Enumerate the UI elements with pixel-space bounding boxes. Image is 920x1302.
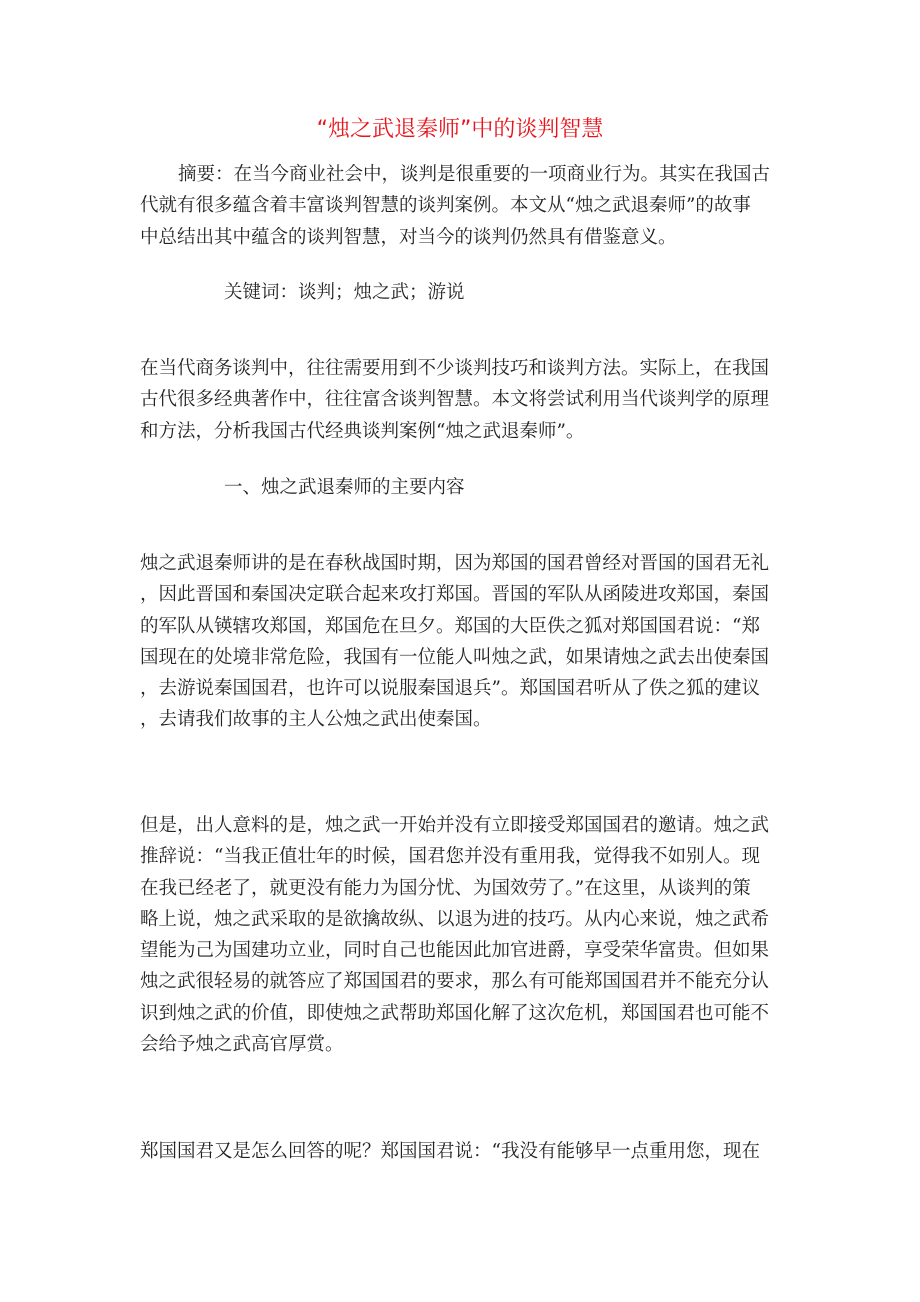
paragraph-line: 的军队从锳辖攻郑国，郑国危在旦夕。郑国的大臣佚之狐对郑国国君说：“郑 <box>140 615 760 637</box>
paragraph-line: ，因此晋国和秦国决定联合起来攻打郑国。晋国的军队从函陵进攻郑国，秦国 <box>140 584 770 606</box>
paragraph-line: 和方法，分析我国古代经典谈判案例“烛之武退秦师”。 <box>140 420 585 442</box>
paragraph-line: 烛之武很轻易的就答应了郑国国君的要求，那么有可能郑国国君并不能充分认 <box>140 971 770 993</box>
paragraph-line: ，去游说秦国国君，也许可以说服秦国退兵”。郑国国君听从了佚之狐的建议 <box>140 678 760 700</box>
paragraph-line: 望能为己为国建功立业，同时自己也能因此加官进爵，享受荣华富贵。但如果 <box>140 940 770 962</box>
paragraph-1 <box>140 548 780 736</box>
section-heading <box>140 472 780 503</box>
abstract-line: 摘要：在当今商业社会中，谈判是很重要的一项商业行为。其实在我国古 <box>178 164 771 185</box>
intro-paragraph <box>140 353 780 447</box>
paragraph-line: 国现在的处境非常危险，我国有一位能人叫烛之武，如果请烛之武去出使秦国 <box>140 646 770 668</box>
keywords-line: 关键词：谈判；烛之武；游说 <box>224 282 465 303</box>
abstract <box>140 159 780 253</box>
paragraph-line: 推辞说：“当我正值壮年的时候，国君您并没有重用我，觉得我不如别人。现 <box>140 846 760 868</box>
abstract-line: 代就有很多蕴含着丰富谈判智慧的谈判案例。本文从“烛之武退秦师”的故事 <box>140 195 751 217</box>
keywords <box>140 277 780 308</box>
document-title: “烛之武退秦师”中的谈判智慧 <box>316 117 604 142</box>
paragraph-2 <box>140 810 780 1060</box>
paragraph-3 <box>140 1136 780 1167</box>
paragraph-line: 郑国国君又是怎么回答的呢？郑国国君说：“我没有能够早一点重用您，现在 <box>140 1141 760 1162</box>
paragraph-line: 略上说，烛之武采取的是欲擒故纵、以退为进的技巧。从内心来说，烛之武希 <box>140 908 770 930</box>
paragraph-line: 古代很多经典著作中，往往富含谈判智慧。本文将尝试利用当代谈判学的原理 <box>140 389 770 411</box>
paragraph-line: 识到烛之武的价值，即使烛之武帮助郑国化解了这次危机，郑国国君也可能不 <box>140 1002 770 1024</box>
paragraph-line: 烛之武退秦师讲的是在春秋战国时期，因为郑国的国君曾经对晋国的国君无礼 <box>140 553 770 574</box>
paragraph-line: 在我已经老了，就更没有能力为国分忧、为国效劳了。”在这里，从谈判的策 <box>140 877 751 899</box>
paragraph-line: 但是，出人意料的是，烛之武一开始并没有立即接受郑国国君的邀请。烛之武 <box>140 815 770 836</box>
paragraph-line: 在当代商务谈判中，往往需要用到不少谈判技巧和谈判方法。实际上，在我国 <box>140 358 770 379</box>
abstract-line: 中总结出其中蕴含的谈判智慧，对当今的谈判仍然具有借鉴意义。 <box>140 226 677 248</box>
section1-heading: 一、烛之武退秦师的主要内容 <box>224 477 465 498</box>
paragraph-line: 会给予烛之武高官厚赏。 <box>140 1034 344 1056</box>
paragraph-line: ，去请我们故事的主人公烛之武出使秦国。 <box>140 709 492 731</box>
